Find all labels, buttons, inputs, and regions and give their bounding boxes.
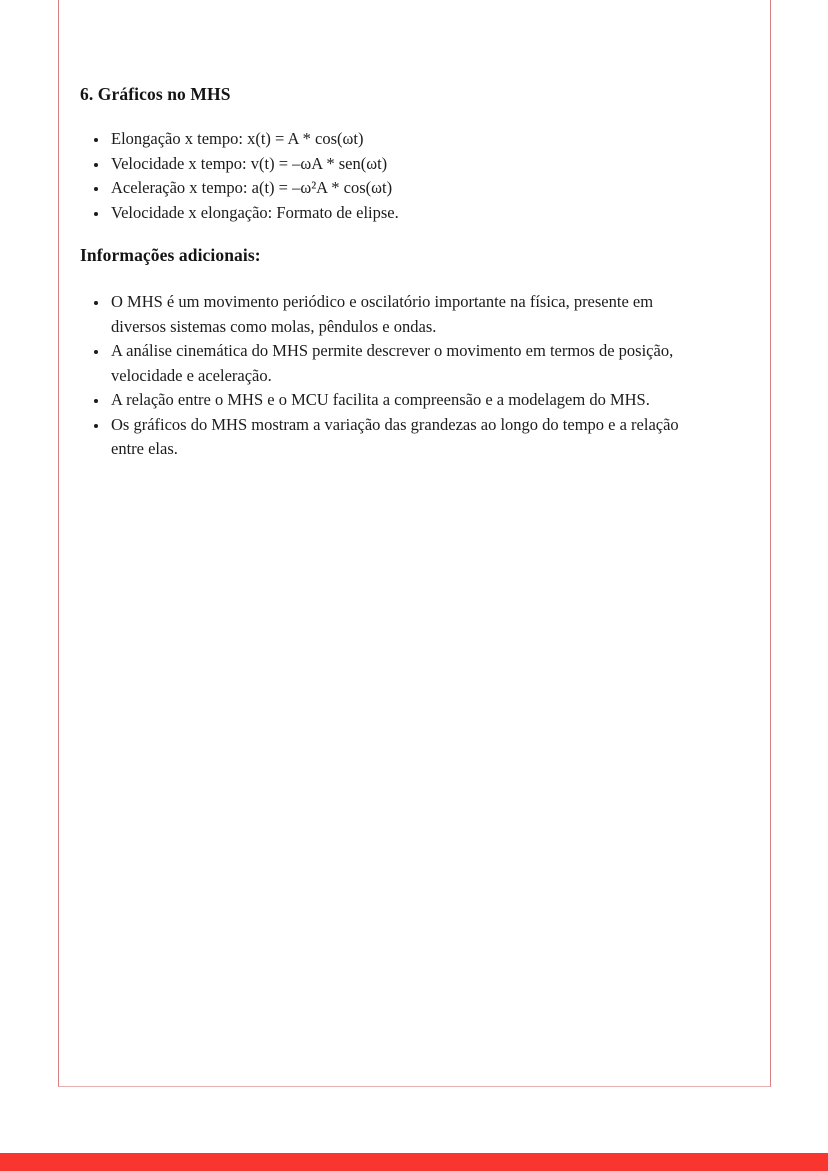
- list-item: • A relação entre o MHS e o MCU facilita a compreensão e a modelagem do MHS.: [109, 388, 695, 413]
- section-heading: 6. Gráficos no MHS: [80, 84, 231, 104]
- document-page-frame: [58, 0, 771, 1087]
- subsection-heading: Informações adicionais:: [80, 245, 261, 265]
- list-item: • Aceleração x tempo: a(t) = –ω²A * cos(ωt): [109, 176, 749, 201]
- list-item: • O MHS é um movimento periódico e oscilatório importante na física, presente em diversos sistemas como molas, pêndulos e ondas.: [109, 290, 695, 339]
- list-item: • Velocidade x tempo: v(t) = –ωA * sen(ωt): [109, 152, 749, 177]
- list-item: • A análise cinemática do MHS permite descrever o movimento em termos de posição, velocidade e aceleração.: [109, 339, 695, 388]
- footer-accent-bar: [0, 1153, 828, 1171]
- list-item: • Velocidade x elongação: Formato de elipse.: [109, 201, 749, 226]
- formula-list: [80, 127, 749, 225]
- additional-info-list: [80, 290, 749, 462]
- list-item: • Elongação x tempo: x(t) = A * cos(ωt): [109, 127, 749, 152]
- list-item: • Os gráficos do MHS mostram a variação das grandezas ao longo do tempo e a relação entre elas.: [109, 413, 695, 462]
